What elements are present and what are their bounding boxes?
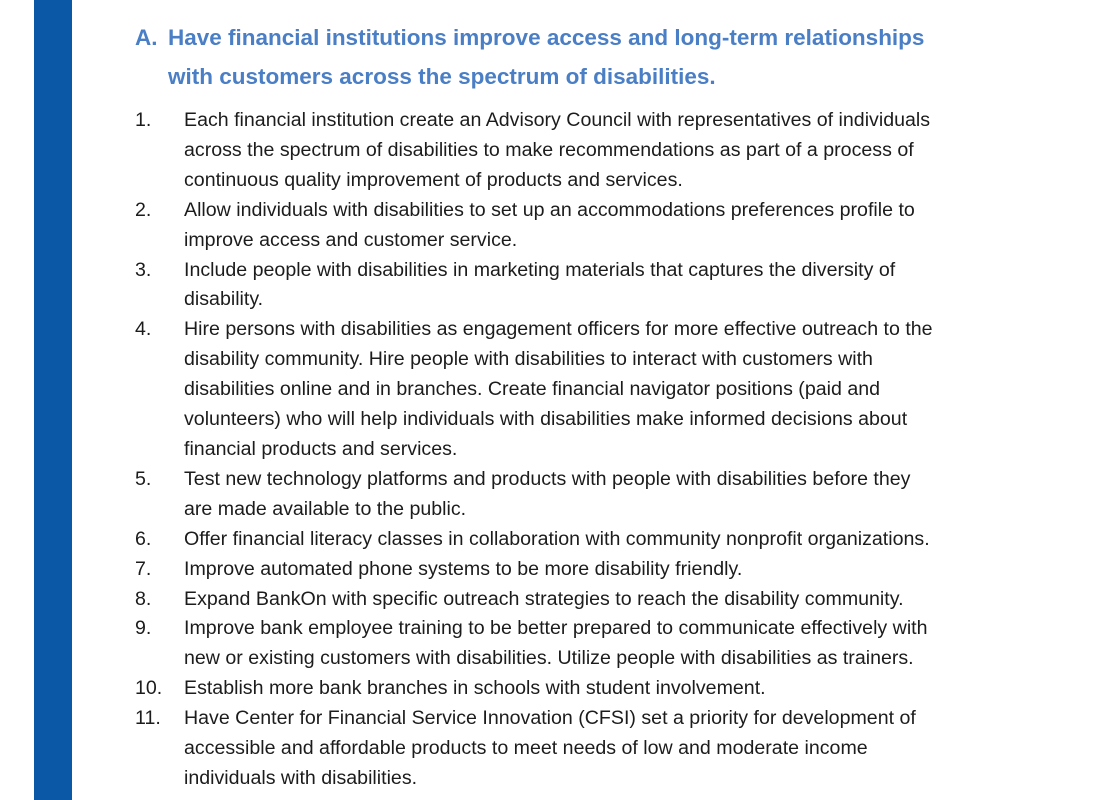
recommendation-text (184, 465, 1034, 525)
recommendation-text-line: Expand BankOn with specific outreach strategies to reach the disability community. (184, 587, 904, 610)
section-title-line2: with customers across the spectrum of disabilities. (168, 64, 716, 89)
recommendation-text-line: disability community. Hire people with disabilities to interact with customers with (184, 348, 873, 371)
recommendation-text-line: Offer financial literacy classes in collaboration with community nonprofit organizations. (184, 527, 930, 550)
recommendation-text (184, 525, 1034, 555)
recommendation-item (135, 555, 1035, 585)
recommendation-item (135, 196, 1035, 256)
recommendation-number: 10. (135, 677, 163, 700)
recommendation-text-line: across the spectrum of disabilities to make recommendations as part of a process of (184, 138, 914, 161)
recommendation-item (135, 106, 1035, 196)
recommendation-text (184, 256, 1034, 316)
recommendation-text-line: Improve bank employee training to be better prepared to communicate effectively with (184, 617, 928, 640)
recommendation-text-line: improve access and customer service. (184, 228, 518, 251)
recommendation-item (135, 256, 1035, 316)
recommendation-text (184, 106, 1034, 196)
recommendation-text-line: accessible and affordable products to meet needs of low and moderate income (184, 737, 868, 760)
recommendation-item (135, 614, 1035, 674)
recommendation-item (135, 465, 1035, 525)
recommendation-number: 1. (135, 109, 152, 131)
recommendation-number: 8. (135, 587, 152, 610)
recommendation-item (135, 315, 1035, 465)
recommendation-text-line: are made available to the public. (184, 497, 467, 520)
recommendation-number: 2. (135, 198, 152, 221)
recommendation-number: 6. (135, 527, 152, 550)
recommendation-text-line: disability. (184, 288, 264, 311)
recommendation-text-line: Include people with disabilities in marketing materials that captures the diversity of (184, 258, 896, 281)
recommendation-text-line: Improve automated phone systems to be more disability friendly. (184, 557, 743, 580)
side-accent-bar (34, 0, 72, 800)
recommendation-text (184, 614, 1034, 674)
recommendation-text (184, 555, 1034, 585)
recommendation-number: 9. (135, 617, 152, 640)
recommendation-text-line: disabilities online and in branches. Create financial navigator positions (paid and (184, 378, 881, 401)
recommendation-number: 4. (135, 318, 152, 341)
recommendation-text (184, 674, 1034, 704)
recommendation-text-line: volunteers) who will help individuals with disabilities make informed decisions about (184, 408, 908, 431)
recommendation-text (184, 315, 1034, 465)
recommendation-item (135, 525, 1035, 555)
recommendation-text-line: Test new technology platforms and products with people with disabilities before they (184, 467, 911, 490)
recommendation-number: 5. (135, 467, 152, 490)
section-heading-line1 (135, 25, 924, 50)
recommendation-text-line: Allow individuals with disabilities to set up an accommodations preferences profile to (184, 198, 915, 221)
recommendation-item (135, 704, 1035, 794)
recommendation-text (184, 196, 1034, 256)
section-marker: A. (135, 25, 158, 50)
recommendation-text-line: new or existing customers with disabilities. Utilize people with disabilities as trainers. (184, 647, 914, 670)
recommendation-number: 11. (135, 707, 161, 730)
recommendation-text-line: Establish more bank branches in schools with student involvement. (184, 677, 766, 700)
section-heading (135, 18, 1035, 96)
section-title-line1: Have financial institutions improve access and long-term relationships (168, 25, 925, 50)
recommendation-text (184, 704, 1034, 794)
recommendation-number: 7. (135, 557, 152, 580)
recommendation-text-line: Each financial institution create an Advisory Council with representatives of individuals (184, 109, 931, 131)
recommendation-item (135, 674, 1035, 704)
recommendation-text (184, 585, 1034, 615)
recommendation-text-line: Have Center for Financial Service Innovation (CFSI) set a priority for development of (184, 707, 916, 730)
recommendation-number: 3. (135, 258, 152, 281)
recommendation-text-line: individuals with disabilities. (184, 766, 418, 789)
recommendation-text-line: Hire persons with disabilities as engagement officers for more effective outreach to the (184, 318, 933, 341)
recommendation-text-line: financial products and services. (184, 437, 458, 460)
recommendation-list (135, 106, 1035, 794)
recommendation-item (135, 585, 1035, 615)
recommendation-text-line: continuous quality improvement of products and services. (184, 168, 683, 191)
